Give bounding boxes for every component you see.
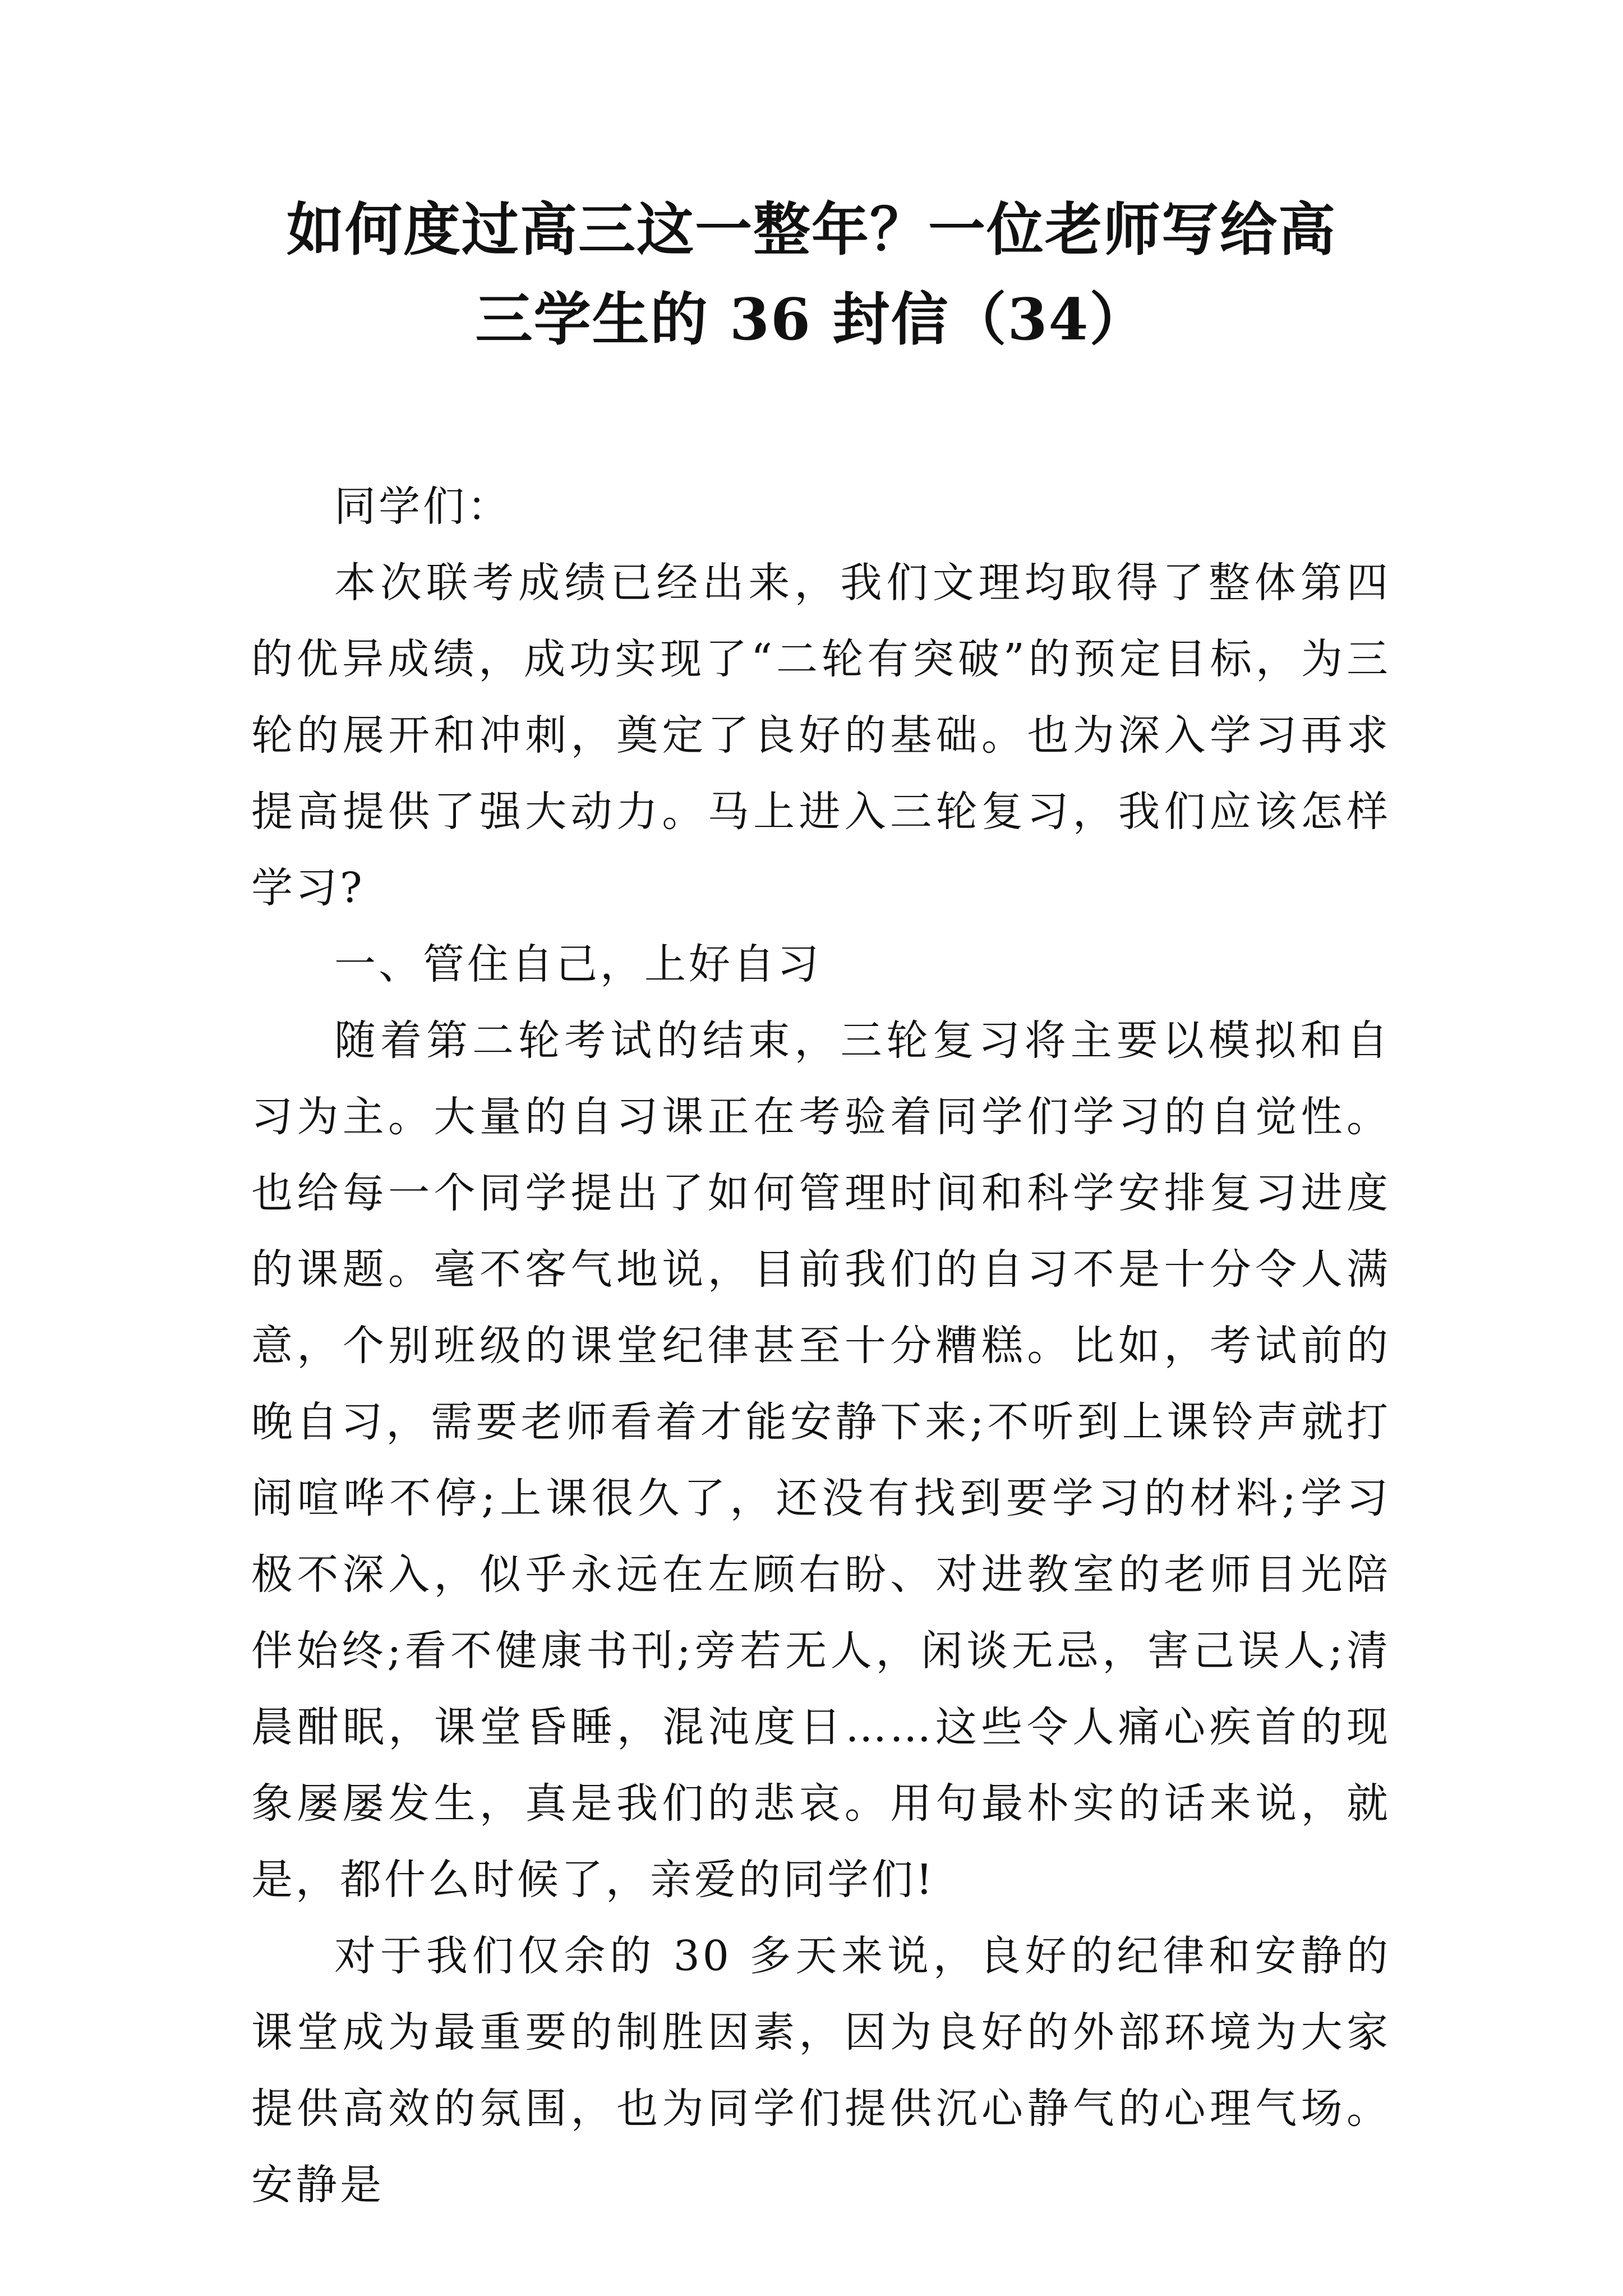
body-paragraph: 对于我们仅余的 30 多天来说，良好的纪律和安静的课堂成为最重要的制胜因素，因为良好的外部环境为大家提供高效的氛围，也为同学们提供沉心静气的心理气场。安静是	[251, 1932, 1391, 2209]
body-paragraph: 随着第二轮考试的结束，三轮复习将主要以模拟和自习为主。大量的自习课正在考验着同学们学习的自觉性。也给每一个同学提出了如何管理时间和科学安排复习进度的课题。毫不客气地说，目前我们的自习不是十分令人满意，个别班级的课堂纪律甚至十分糟糕。比如，考试前的晚自习，需要老师看着才能安静下来;不听到上课铃声就打闹喧哗不停;上课很久了，还没有找到要学习的材料;学习极不深入，似乎永远在左顾右盼、对进教室的老师目光陪伴始终;看不健康书刊;旁若无人，闲谈无忌，害己误人;清晨酣眠，课堂昏睡，混沌度日……这些令人痛心疾首的现象屡屡发生，真是我们的悲哀。用句最朴实的话来说，就是，都什么时候了，亲爱的同学们!	[251, 1016, 1391, 1904]
title-line-1: 如何度过高三这一整年？一位老师写给高	[287, 196, 1336, 264]
title-line-2: 三学生的 36 封信（34）	[475, 286, 1148, 353]
body-paragraph: 本次联考成绩已经出来，我们文理均取得了整体第四的优异成绩，成功实现了“二轮有突破”的预定目标，为三轮的展开和冲刺，奠定了良好的基础。也为深入学习再求提高提供了强大动力。马上进入三轮复习，我们应该怎样学习?	[251, 559, 1391, 912]
document-body	[251, 468, 1391, 2223]
salutation: 同学们：	[334, 482, 511, 531]
document-title	[224, 185, 1399, 365]
section-heading: 一、管住自己，上好自习	[334, 940, 822, 988]
